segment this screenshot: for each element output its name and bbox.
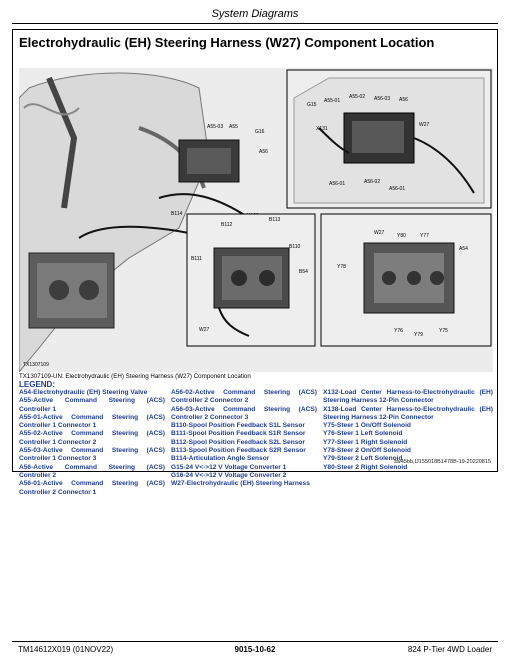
legend-item: A56-02-Active Command Steering (ACS) Controller 2 Connector 2 [171,389,317,405]
callout-label: A54 [459,246,468,252]
callout-label: B111 [191,256,202,262]
legend-item: B110-Spool Position Feedback S1L Sensor [171,422,305,430]
legend-item: Y77-Steer 1 Right Solenoid [323,438,408,446]
legend-item: A56-03-Active Command Steering (ACS) Controller 2 Connector 3 [171,405,317,421]
callout-label: Y76 [394,328,403,334]
legend-item: B114-Articulation Angle Sensor [171,455,270,463]
figure-caption: TX1307109-UN: Electrohydraulic (EH) Steering Harness (W27) Component Location [19,373,251,380]
illustration-svg [19,68,493,372]
image-id: TX1307109 [23,362,49,368]
legend-column-2 [171,389,317,489]
footer-page-number: 9015-10-62 [234,645,276,654]
callout-label: A56-01 [329,181,346,187]
callout-label: Y79 [414,332,423,338]
legend-item: Y78-Steer 2 On/Off Solenoid [323,447,411,455]
legend-item: A55-03-Active Command Steering (ACS) Controller 1 Connector 3 [19,447,165,463]
legend-item: W27-Electrohydraulic (EH) Steering Harness [171,480,310,488]
callout: A55-03 [207,124,224,130]
legend-item: A55-01-Active Command Steering (ACS) Controller 1 Connector 1 [19,413,165,430]
legend-item: B113-Spool Position Feedback S2R Sensor [171,447,306,455]
legend-item: G15-24 V<->12 V Voltage Converter 1 [171,463,287,471]
footer-manual-id: TM14612X019 (01NOV22) [18,645,114,654]
legend-item: X132-Load Center Harness-to-Electrohydraulic (EH) Steering Harness 12-Pin Connector [323,389,493,405]
legend-item: Y79-Steer 2 Left Solenoid [323,455,403,463]
callout-label: B110 [289,244,301,250]
legend-item: Y80-Steer 2 Right Solenoid [323,463,408,471]
callout-label: A56-03 [374,96,391,102]
legend-item: A55-Active Command Steering (ACS) Controller 1 [19,397,165,413]
legend-item: Y75-Steer 1 On/Off Solenoid [323,422,411,430]
document-code: sw45bb,IJ155018B1478B-19-20220815 [394,459,491,465]
legend-item: A54-Electrohydraulic (EH) Steering Valve [19,389,148,396]
callout: G16 [255,129,265,135]
callout: A55 [229,124,238,130]
callout-label: Y78 [337,264,346,270]
component-location-illustration [19,68,493,372]
callout-label: X131 [316,126,328,132]
legend-item: X138-Load Center Harness-to-Electrohydraulic (EH) Steering Harness 12-Pin Connector [323,405,493,421]
callout: B114 [171,211,183,217]
legend-item: Y76-Steer 1 Left Solenoid [323,430,403,438]
callout-label: A56-01 [389,186,406,192]
callout-label: A55-01 [324,98,341,104]
header-divider [12,23,498,24]
legend-column-1 [19,389,165,497]
footer-divider [12,641,498,642]
legend-item: G16-24 V<->12 V Voltage Converter 2 [171,471,287,479]
callout-label: A55-02 [349,94,366,100]
callout-label: Y80 [397,233,406,239]
callout-label: W27 [374,230,385,236]
legend-item: A56-01-Active Command Steering (ACS) Controller 2 Connector 1 [19,480,165,496]
callout-label: B112 [221,222,233,228]
figure-frame [12,29,498,496]
legend-item: B111-Spool Position Feedback S1R Sensor [171,430,306,438]
callout-label: B54 [299,269,308,275]
callout-label: W27 [199,327,210,333]
callout: A56 [259,149,268,155]
page-header: System Diagrams [211,8,299,20]
legend-item: A56-Active Command Steering (ACS) Controller 2 [19,463,165,479]
callout-label: G15 [307,102,317,108]
callout-label: A56 [399,97,408,103]
callout-label: B113 [269,217,281,223]
callout-label: A56-02 [364,179,381,185]
legend-item: A55-02-Active Command Steering (ACS) Controller 1 Connector 2 [19,430,165,446]
callout-label: Y77 [420,233,429,239]
legend-item: B112-Spool Position Feedback S2L Sensor [171,438,305,446]
callout-label: Y75 [439,328,448,334]
callout-label: W27 [419,122,430,128]
figure-title: Electrohydraulic (EH) Steering Harness (W27) Component Location [19,35,435,50]
legend-title: LEGEND: [19,380,55,389]
footer-model: 824 P-Tier 4WD Loader [407,645,492,654]
